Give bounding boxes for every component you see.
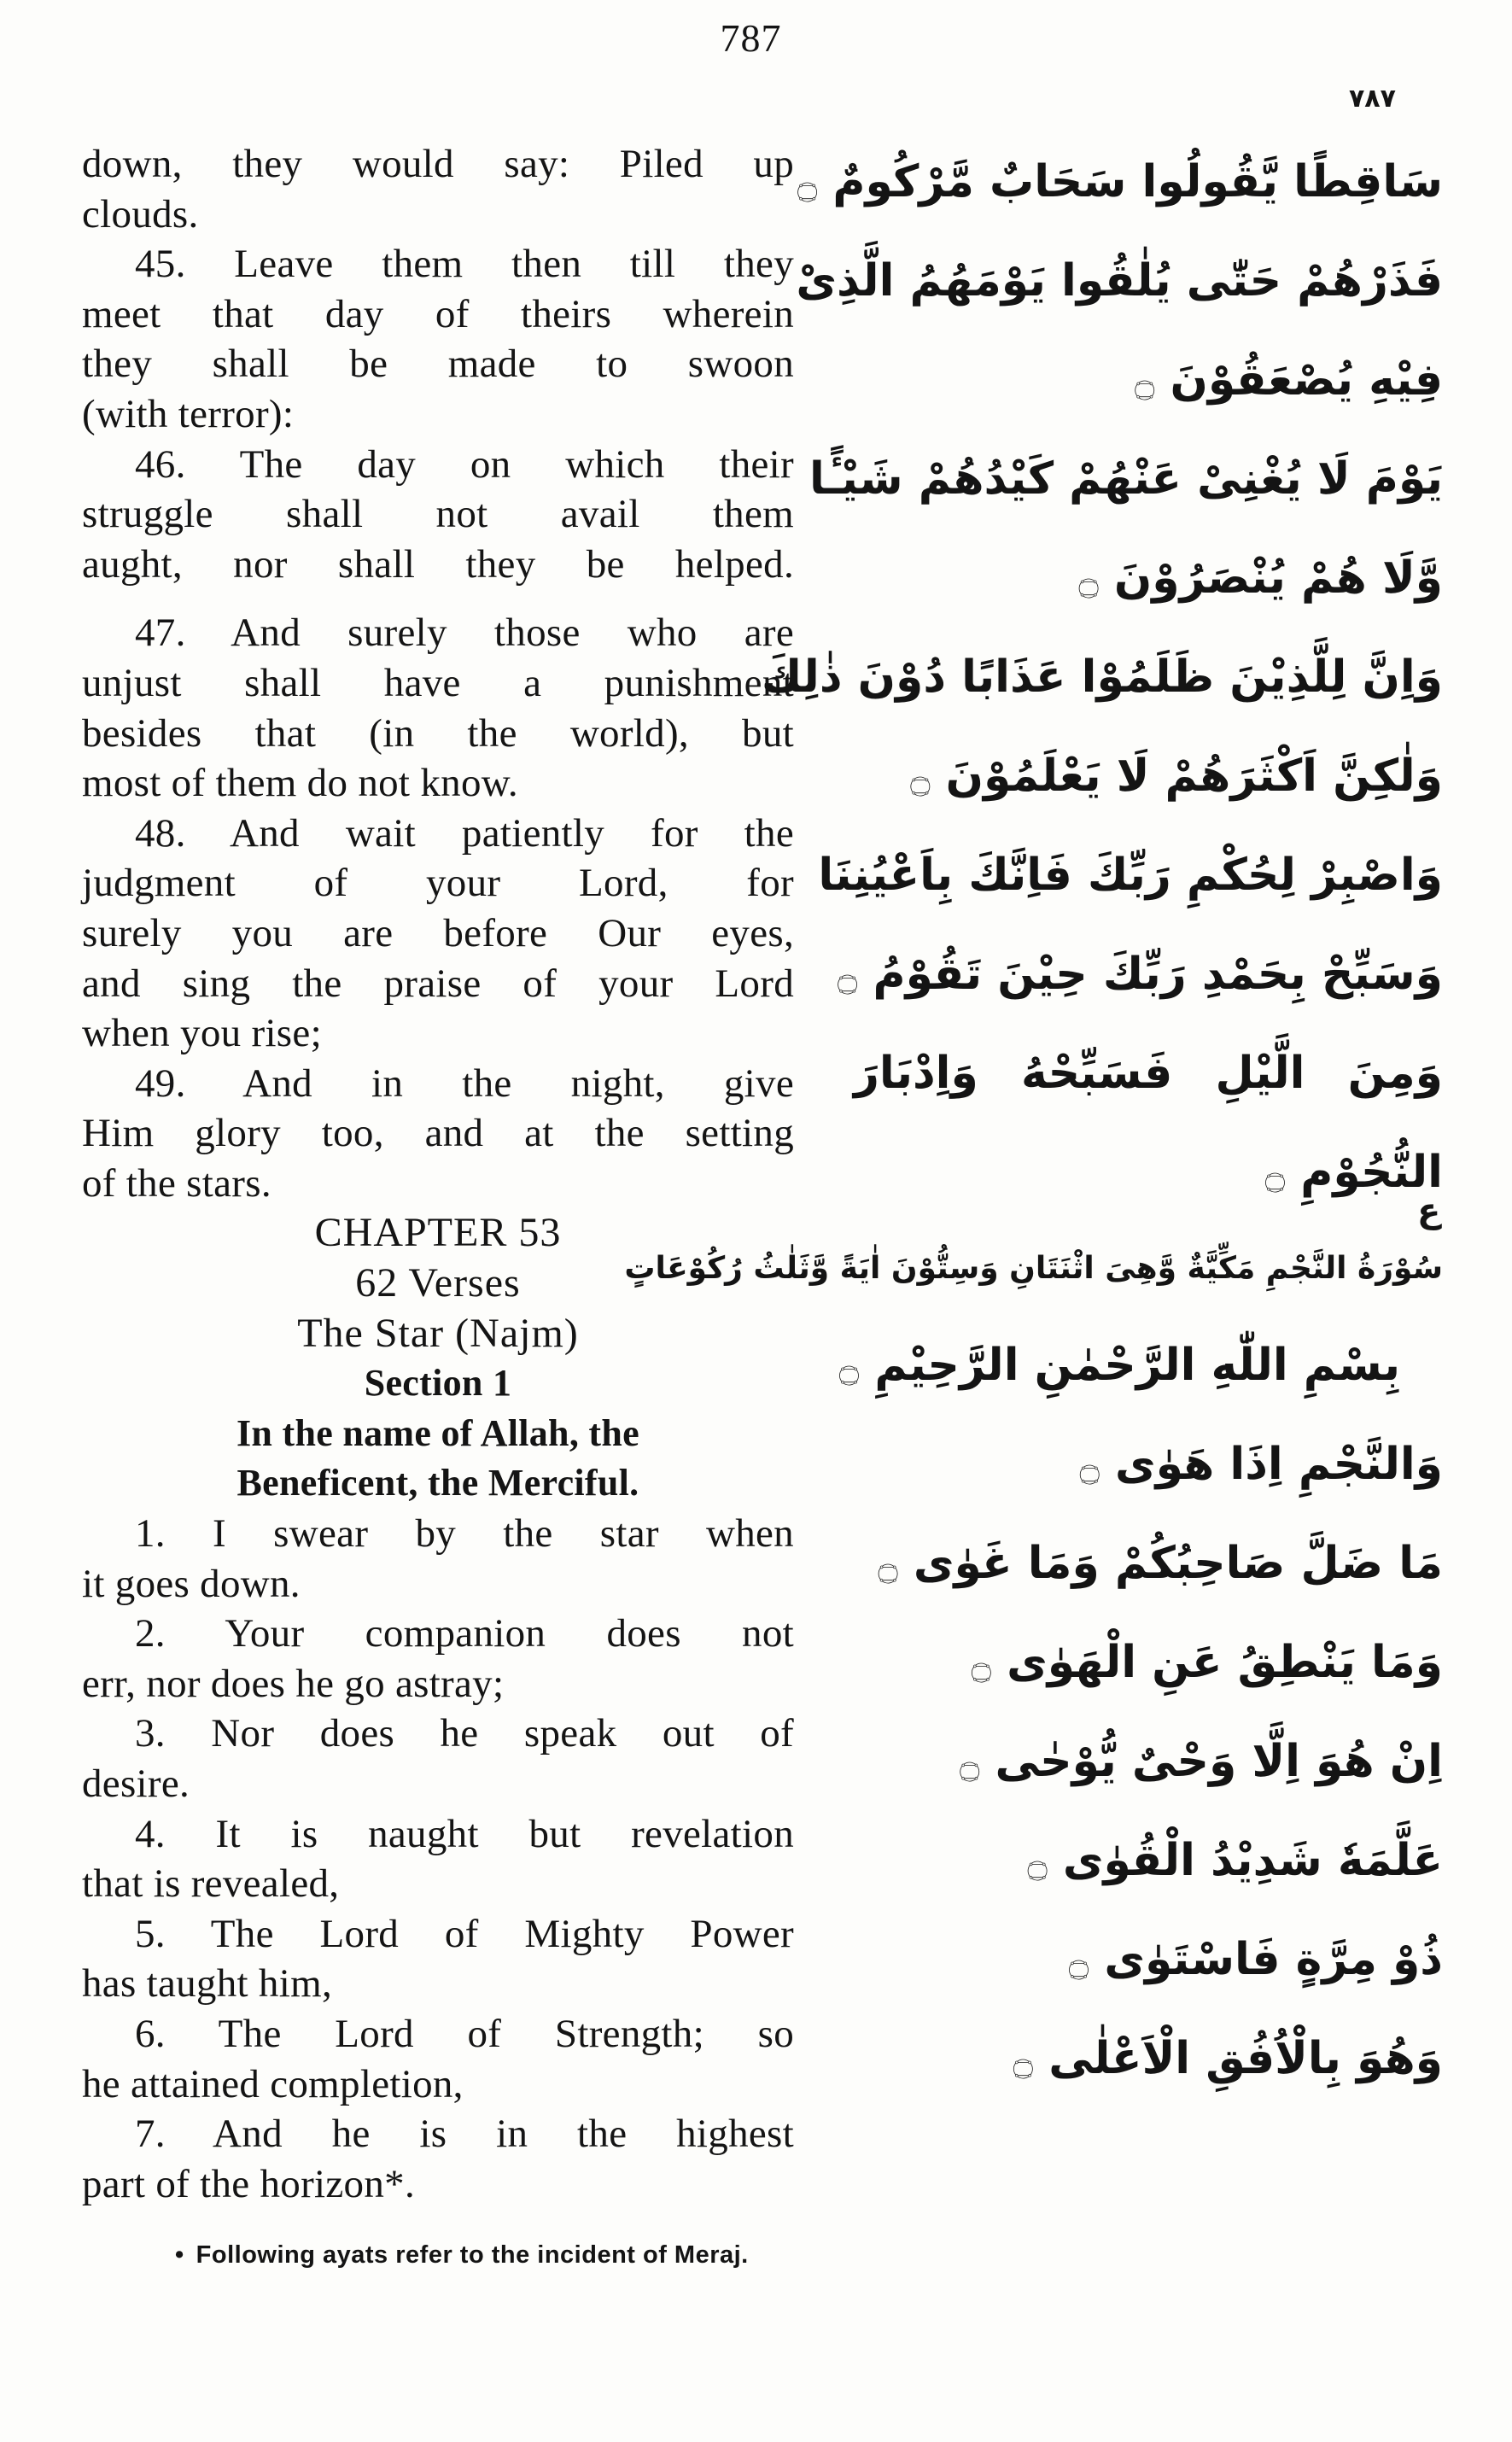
arabic-line [837,925,1451,1024]
arabic-verse-text: سُوْرَةُ النَّجْمِ مَكِّيَّةٌ وَّهِىَ اثْنَتَانِ وَسِتُّوْنَ اٰيَةً وَّثَلٰثُ رُكُوْعَاتٍ [624,1251,1443,1286]
ruku-marker-icon: ع [1417,1191,1441,1230]
english-line: 3. Nor does he speak out of [135,1711,794,1756]
verse-end-marker-icon: ۝ [1078,562,1099,601]
english-line: 47. And surely those who are [135,610,794,656]
arabic-verse-text: وَاصْبِرْ لِحُكْمِ رَبِّكَ فَاِنَّكَ بِاَعْيُنِنَا [818,850,1443,901]
arabic-line [854,1415,1451,1514]
english-line: 4. It is naught but revelation [135,1811,794,1856]
verse-end-marker-icon: ۝ [1027,1844,1048,1884]
arabic-line [854,330,1451,429]
arabic-line [838,1316,1451,1415]
english-line: surely you are before Our eyes, [82,910,794,955]
english-line: clouds. [82,191,199,237]
verse-end-marker-icon: ۝ [1135,364,1155,403]
arabic-verse-text: يَوْمَ لَا يُغْنِىْ عَنْهُمْ كَيْدُهُمْ شَيْـًٔا [809,453,1443,505]
english-line: (with terror): [82,391,295,436]
english-line: it goes down. [82,1561,301,1606]
arabic-verse-text: وَمِنَ الَّيْلِ فَسَبِّحْهُ وَاِدْبَارَ [854,1048,1443,1099]
verse-end-marker-icon: ۝ [1264,1156,1286,1195]
arabic-line [854,529,1451,628]
english-translation-column [82,139,794,2209]
page-number-text: 787 [720,16,782,60]
english-line: Beneficent, the Merciful. [236,1462,639,1504]
english-line: In the name of Allah, the [236,1411,639,1454]
footnote [175,2241,749,2270]
english-line: 7. And he is in the highest [135,2112,794,2157]
verse-end-marker-icon: ۝ [797,166,818,205]
english-line: 6. The Lord of Strength; so [135,2011,794,2056]
verse-end-marker-icon: ۝ [878,1547,898,1586]
english-line: desire. [82,1761,190,1806]
arabic-verse-text: وَهُوَ بِالْاُفُقِ الْاَعْلٰى [1048,2033,1443,2084]
arabic-line [854,1712,1451,1811]
english-line: CHAPTER 53 [314,1210,562,1256]
arabic-line [818,826,1451,925]
arabic-line [797,132,1451,231]
english-line: judgment of your Lord, for [82,861,794,906]
arabic-line [854,1910,1451,2009]
english-line: Him glory too, and at the setting [82,1111,794,1156]
verse-end-marker-icon: ۝ [1079,1448,1100,1487]
english-line: 46. The day on which their [135,441,794,487]
verse-end-marker-icon: ۝ [837,958,858,997]
arabic-verse-text: مَا ضَلَّ صَاحِبُكُمْ وَمَا غَوٰى [913,1538,1443,1589]
english-line: part of the horizon*. [82,2161,416,2206]
english-line: 1. I swear by the star when [135,1511,794,1557]
arabic-verse-text: وَسَبِّحْ بِحَمْدِ رَبِّكَ حِيْنَ تَقُوْمُ [873,949,1443,1000]
english-line: he attained completion, [82,2061,464,2106]
arabic-verse-text: وَّلَا هُمْ يُنْصَرُوْنَ [1113,552,1443,604]
english-line: 45. Leave them then till they [135,242,794,287]
verse-end-marker-icon: ۝ [1068,1943,1089,1983]
verse-end-marker-icon: ۝ [960,1745,980,1785]
arabic-line [854,727,1451,826]
english-line: they shall be made to swoon [82,342,794,387]
english-line: meet that day of theirs wherein [82,291,794,336]
arabic-line [854,2009,1451,2108]
arabic-line [854,1514,1451,1613]
footnote-text: Following ayats refer to the incident of Meraj. [196,2241,749,2269]
arabic-verse-text: وَالنَّجْمِ اِذَا هَوٰى [1114,1439,1443,1490]
english-line: has taught him, [82,1961,332,2007]
english-line: 62 Verses [355,1260,521,1306]
arabic-verse-text: النُّجُوْمِ [1300,1147,1443,1198]
english-line: 5. The Lord of Mighty Power [135,1911,794,1956]
english-line: 49. And in the night, give [135,1060,794,1106]
english-line: and sing the praise of your Lord [82,961,794,1006]
arabic-verse-text: سَاقِطًا يَّقُولُوا سَحَابٌ مَّرْكُومٌ [832,156,1443,207]
footnote-bullet-icon: • [175,2241,184,2269]
arabic-line [809,429,1451,529]
english-line: 2. Your companion does not [135,1611,794,1656]
arabic-verse-text: فَذَرْهُمْ حَتّٰى يُلٰقُوا يَوْمَهُمُ الَّذِىْ [796,255,1443,307]
english-line: most of them do not know. [82,761,518,806]
arabic-verse-text: اِنْ هُوَ اِلَّا وَحْىٌ يُّوْحٰى [995,1736,1443,1787]
english-line: aught, nor shall they be helped. [82,541,794,587]
arabic-verse-text: وَاِنَّ لِلَّذِيْنَ ظَلَمُوْا عَذَابًا دُوْنَ ذٰلِكَ [761,651,1443,703]
arabic-verse-text: عَلَّمَهٗ شَدِيْدُ الْقُوٰى [1062,1835,1443,1886]
english-line: 48. And wait patiently for the [135,810,794,856]
english-line: err, nor does he go astray; [82,1661,505,1706]
arabic-line [854,1811,1451,1910]
arabic-verse-text: وَمَا يَنْطِقُ عَنِ الْهَوٰى [1007,1637,1443,1688]
arabic-line [796,231,1451,330]
arabic-verse-text: فِيْهِ يُصْعَقُوْنَ [1170,354,1443,406]
arabic-line [854,1123,1451,1222]
english-line: The Star (Najm) [297,1310,579,1356]
arabic-text-column [624,132,1451,2108]
arabic-line [761,628,1451,727]
arabic-verse-text: ذُوْ مِرَّةٍ فَاسْتَوٰى [1104,1934,1443,1985]
english-line: Section 1 [364,1362,512,1405]
verse-end-marker-icon: ۝ [910,760,931,799]
page-number [0,15,1512,61]
arabic-line [854,1613,1451,1712]
arabic-verse-text: بِسْمِ اللّٰهِ الرَّحْمٰنِ الرَّحِيْمِ [874,1340,1400,1391]
arabic-line [854,1024,1451,1123]
english-line: of the stars. [82,1160,271,1206]
arabic-line [624,1222,1451,1316]
english-line: unjust shall have a punishment [82,660,794,705]
verse-end-marker-icon: ۝ [971,1646,991,1685]
english-line: besides that (in the world), but [82,710,794,756]
verse-end-marker-icon: ۝ [838,1349,860,1388]
english-line: that is revealed, [82,1861,340,1907]
english-line: down, they would say: Piled up [82,142,794,186]
arabic-page-number: ۷۸۷ [1349,84,1396,114]
verse-end-marker-icon: ۝ [1013,2042,1034,2082]
arabic-verse-text: وَلٰكِنَّ اَكْثَرَهُمْ لَا يَعْلَمُوْنَ [945,751,1443,802]
english-line: when you rise; [82,1011,322,1056]
english-line: struggle shall not avail them [82,492,794,537]
